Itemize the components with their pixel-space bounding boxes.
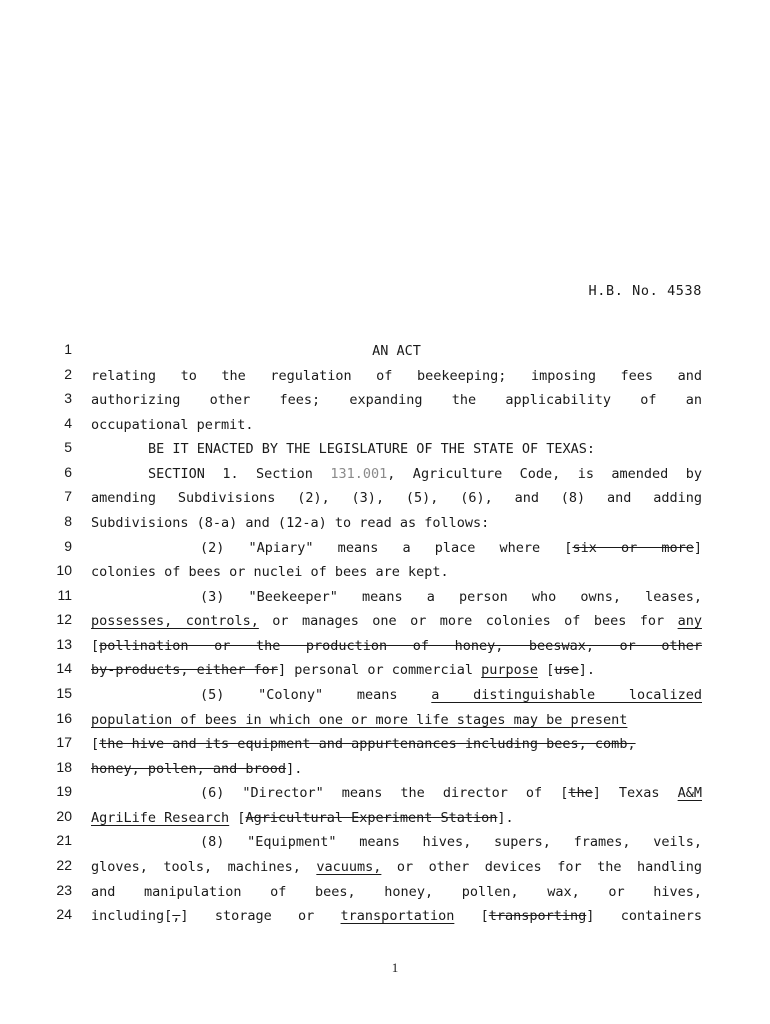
statute-reference: 131.001: [330, 466, 388, 482]
line-number: 6: [64, 464, 72, 480]
text-line: [91, 611, 702, 631]
text-line: [91, 710, 702, 730]
deleted-text: honey, pollen, and brood: [91, 761, 287, 777]
text-segment: [: [91, 638, 100, 654]
inserted-text: a distinguishable localized: [431, 687, 702, 703]
text-segment: (5) "Colony" means: [200, 687, 432, 703]
deleted-text: ,: [172, 908, 181, 924]
deleted-text: the hive and its equipment and appurtenances including bees, comb,: [99, 736, 636, 752]
text-line: [91, 660, 702, 680]
line-number: 7: [64, 488, 72, 504]
text-segment: or other devices for the handling: [381, 859, 702, 875]
text-segment: [: [454, 908, 489, 924]
text-segment: ]: [693, 540, 703, 556]
line-number: 10: [56, 562, 72, 578]
text-line: and manipulation of bees, honey, pollen, wax, or hives,: [91, 884, 702, 900]
text-line: [91, 808, 702, 828]
line-number: 23: [56, 882, 72, 898]
line-number: 15: [56, 685, 72, 701]
line-number: 17: [56, 734, 72, 750]
text-segment: including[: [91, 908, 173, 924]
text-line: [91, 538, 702, 558]
deleted-text: pollination or the production of honey, beeswax, or other: [99, 638, 702, 654]
text-segment: ].: [578, 662, 595, 678]
line-number: 13: [56, 636, 72, 652]
inserted-text: possesses, controls,: [91, 613, 259, 629]
text-segment: [: [91, 736, 100, 752]
text-line: colonies of bees or nuclei of bees are kept.: [91, 564, 449, 580]
line-number: 2: [64, 366, 72, 382]
text-line: occupational permit.: [91, 417, 254, 433]
deleted-text: use: [554, 662, 579, 678]
line-number: 24: [56, 906, 72, 922]
inserted-text: any: [677, 613, 702, 629]
text-segment: or manages one or more colonies of bees for: [258, 613, 678, 629]
text-segment: (6) "Director" means the director of [: [200, 785, 569, 801]
line-number: 16: [56, 710, 72, 726]
text-segment: ] Texas: [592, 785, 678, 801]
line-number: 3: [64, 390, 72, 406]
text-segment: (2) "Apiary" means a place where [: [200, 540, 573, 556]
text-line: (3) "Beekeeper" means a person who owns, leases,: [200, 589, 702, 605]
text-line: [91, 685, 702, 705]
line-number: 4: [64, 415, 72, 431]
line-number: 5: [64, 439, 72, 455]
deleted-text: the: [568, 785, 593, 801]
deleted-text: transporting: [488, 908, 587, 924]
text-line: [91, 906, 702, 926]
line-number: 9: [64, 538, 72, 554]
text-line: relating to the regulation of beekeeping; imposing fees and: [91, 368, 702, 384]
deleted-text: Agricultural Experiment Station: [245, 810, 498, 826]
text-line: [91, 734, 702, 754]
line-number: 19: [56, 783, 72, 799]
text-segment: ].: [286, 761, 303, 777]
deleted-text: six or more: [572, 540, 694, 556]
act-heading: AN ACT: [372, 343, 421, 359]
text-segment: SECTION 1. Section: [148, 466, 331, 482]
text-segment: [: [229, 810, 246, 826]
text-line: [91, 636, 702, 656]
line-number: 20: [56, 808, 72, 824]
text-line: (8) "Equipment" means hives, supers, frames, veils,: [200, 834, 702, 850]
text-line: authorizing other fees; expanding the applicability of an: [91, 392, 702, 408]
text-line: Subdivisions (8-a) and (12-a) to read as follows:: [91, 515, 490, 531]
inserted-text: population of bees in which one or more life stages may be present: [91, 712, 628, 728]
text-segment: ] personal or commercial: [277, 662, 482, 678]
page-number: 1: [391, 960, 399, 975]
line-number: 14: [56, 660, 72, 676]
text-segment: ] containers: [586, 908, 702, 924]
bill-number: H.B. No. 4538: [588, 283, 702, 299]
text-segment: , Agriculture Code, is amended by: [387, 466, 702, 482]
line-number: 22: [56, 857, 72, 873]
text-line: [91, 759, 702, 779]
line-number: 21: [56, 832, 72, 848]
line-number: 18: [56, 759, 72, 775]
inserted-text: A&M: [677, 785, 702, 801]
line-number: 11: [57, 587, 72, 603]
text-segment: ].: [497, 810, 514, 826]
inserted-text: vacuums,: [316, 859, 382, 875]
line-number: 12: [56, 611, 72, 627]
inserted-text: AgriLife Research: [91, 810, 230, 826]
text-segment: ] storage or: [180, 908, 341, 924]
text-line: [91, 857, 702, 877]
text-line: [91, 783, 702, 803]
line-number: 1: [64, 341, 72, 357]
text-segment: gloves, tools, machines,: [91, 859, 317, 875]
inserted-text: purpose: [481, 662, 539, 678]
text-line: amending Subdivisions (2), (3), (5), (6), and (8) and adding: [91, 490, 702, 506]
inserted-text: transportation: [340, 908, 455, 924]
text-line: [91, 464, 702, 484]
line-number: 8: [64, 513, 72, 529]
enacting-clause: BE IT ENACTED BY THE LEGISLATURE OF THE STATE OF TEXAS:: [148, 441, 596, 457]
text-segment: [: [538, 662, 555, 678]
deleted-text: by-products, either for: [91, 662, 278, 678]
